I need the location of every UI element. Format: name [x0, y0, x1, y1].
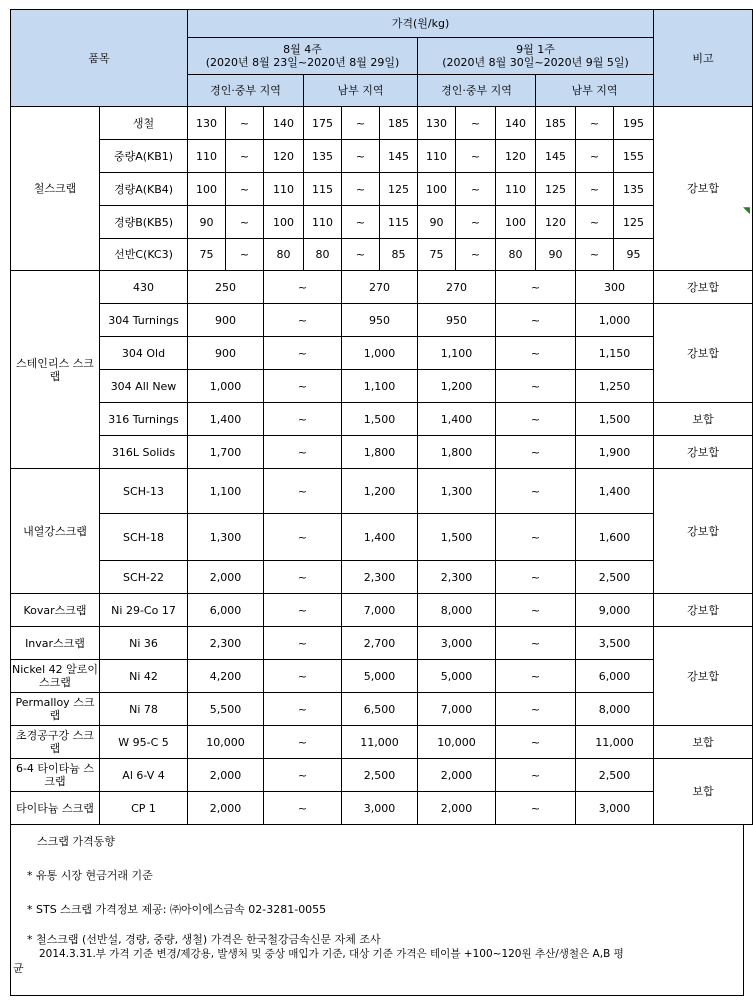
tilde: ~: [456, 107, 496, 140]
price-high: 145: [380, 140, 418, 173]
price-low: 2,000: [188, 561, 264, 594]
tilde: ~: [456, 206, 496, 239]
tilde: ~: [576, 173, 614, 206]
price-high: 1,600: [576, 514, 654, 561]
price-high: 100: [264, 206, 304, 239]
item-name: 생철: [100, 107, 188, 140]
week1-region-central: 경인·중부 지역: [188, 75, 304, 107]
price-low: 900: [188, 337, 264, 370]
tilde: ~: [496, 792, 576, 825]
tilde: ~: [226, 107, 264, 140]
tilde: ~: [264, 792, 342, 825]
price-low: 145: [536, 140, 576, 173]
price-low: 900: [188, 304, 264, 337]
price-low: 8,000: [418, 594, 496, 627]
tilde: ~: [496, 271, 576, 304]
price-high: 1,900: [576, 436, 654, 469]
table-row: [11, 660, 753, 693]
price-high: 110: [496, 173, 536, 206]
price-high: 1,000: [342, 337, 418, 370]
price-low: 2,300: [188, 627, 264, 660]
group-nickel42: Nickel 42 알로이스크랩: [11, 660, 100, 693]
week2-region-south: 남부 지역: [536, 75, 654, 107]
price-high: 2,300: [342, 561, 418, 594]
price-high: 95: [614, 239, 654, 271]
price-low: 120: [536, 206, 576, 239]
group-heat: 내열강스크랩: [11, 469, 100, 594]
price-high: 7,000: [342, 594, 418, 627]
price-low: 135: [304, 140, 342, 173]
remark-430: 강보합: [654, 271, 753, 304]
price-high: 1,250: [576, 370, 654, 403]
price-low: 90: [536, 239, 576, 271]
tilde: ~: [226, 140, 264, 173]
tilde: ~: [496, 304, 576, 337]
item-name: Ni 78: [100, 693, 188, 726]
group-tool: 초경공구강 스크랩: [11, 726, 100, 759]
item-name: Ni 29-Co 17: [100, 594, 188, 627]
tilde: ~: [576, 107, 614, 140]
price-low: 6,000: [188, 594, 264, 627]
price-high: 1,400: [342, 514, 418, 561]
price-high: 3,000: [576, 792, 654, 825]
price-low: 2,000: [418, 792, 496, 825]
item-name: CP 1: [100, 792, 188, 825]
remark-316l: 강보합: [654, 436, 753, 469]
table-row: [11, 304, 753, 337]
tilde: ~: [576, 140, 614, 173]
price-low: 5,000: [418, 660, 496, 693]
tilde: ~: [456, 173, 496, 206]
price-low: 125: [536, 173, 576, 206]
item-name: 경량A(KB4): [100, 173, 188, 206]
week1-region-south: 남부 지역: [304, 75, 418, 107]
price-low: 3,000: [418, 627, 496, 660]
price-low: 1,100: [188, 469, 264, 514]
tilde: ~: [264, 514, 342, 561]
price-low: 2,000: [418, 759, 496, 792]
table-row: [11, 792, 753, 825]
price-low: 110: [418, 140, 456, 173]
tilde: ~: [342, 239, 380, 271]
tilde: ~: [264, 726, 342, 759]
table-row: [11, 693, 753, 726]
table-row: [11, 759, 753, 792]
item-name: 304 All New: [100, 370, 188, 403]
price-high: 80: [264, 239, 304, 271]
price-low: 1,400: [418, 403, 496, 436]
tilde: ~: [342, 206, 380, 239]
tilde: ~: [264, 403, 342, 436]
price-low: 1,300: [188, 514, 264, 561]
price-low: 90: [188, 206, 226, 239]
table-row: [11, 239, 753, 271]
group-permalloy: Permalloy 스크랩: [11, 693, 100, 726]
price-high: 140: [496, 107, 536, 140]
remark-316-turnings: 보합: [654, 403, 753, 436]
price-low: 115: [304, 173, 342, 206]
tilde: ~: [264, 660, 342, 693]
item-name: SCH-13: [100, 469, 188, 514]
remark-304: 강보합: [654, 304, 753, 403]
tilde: ~: [264, 469, 342, 514]
price-low: 270: [418, 271, 496, 304]
table-row: [11, 514, 753, 561]
item-name: Ni 36: [100, 627, 188, 660]
price-high: 115: [380, 206, 418, 239]
price-low: 250: [188, 271, 264, 304]
table-row: [11, 403, 753, 436]
table-row: [11, 627, 753, 660]
price-high: 1,150: [576, 337, 654, 370]
tilde: ~: [496, 514, 576, 561]
table-row: [11, 206, 753, 239]
price-low: 1,400: [188, 403, 264, 436]
price-low: 4,200: [188, 660, 264, 693]
item-name: 304 Turnings: [100, 304, 188, 337]
note-line: 균: [13, 962, 24, 975]
item-name: Ni 42: [100, 660, 188, 693]
price-high: 11,000: [342, 726, 418, 759]
price-low: 10,000: [188, 726, 264, 759]
price-table-container: [10, 9, 744, 996]
item-name: 430: [100, 271, 188, 304]
price-high: 140: [264, 107, 304, 140]
header-week2: [418, 38, 654, 75]
tilde: ~: [342, 107, 380, 140]
price-low: 2,000: [188, 792, 264, 825]
price-low: 1,800: [418, 436, 496, 469]
price-low: 175: [304, 107, 342, 140]
tilde: ~: [264, 594, 342, 627]
table-row: [11, 107, 753, 140]
price-high: 1,800: [342, 436, 418, 469]
item-name: SCH-22: [100, 561, 188, 594]
price-high: 2,500: [576, 759, 654, 792]
tilde: ~: [496, 693, 576, 726]
note-line: * STS 스크랩 가격정보 제공: ㈜아이에스금속 02-3281-0055: [27, 903, 327, 916]
tilde: ~: [496, 469, 576, 514]
week2-range: (2020년 8월 30일~2020년 9월 5일): [442, 56, 629, 69]
price-high: 6,500: [342, 693, 418, 726]
remark-ti: 보합: [654, 759, 753, 825]
item-name: 304 Old: [100, 337, 188, 370]
price-high: 300: [576, 271, 654, 304]
tilde: ~: [226, 239, 264, 271]
price-high: 110: [264, 173, 304, 206]
tilde: ~: [226, 206, 264, 239]
tilde: ~: [496, 627, 576, 660]
price-low: 75: [418, 239, 456, 271]
price-high: 195: [614, 107, 654, 140]
price-high: 80: [496, 239, 536, 271]
header-remark: 비고: [654, 10, 753, 107]
week1-range: (2020년 8월 23일~2020년 8월 29일): [205, 56, 400, 69]
price-low: 75: [188, 239, 226, 271]
price-high: 1,400: [576, 469, 654, 514]
table-row: [11, 271, 753, 304]
price-high: 9,000: [576, 594, 654, 627]
price-high: 6,000: [576, 660, 654, 693]
price-high: 11,000: [576, 726, 654, 759]
tilde: ~: [226, 173, 264, 206]
price-high: 8,000: [576, 693, 654, 726]
table-row: [11, 726, 753, 759]
remark-iron: 강보합: [654, 107, 753, 271]
tilde: ~: [496, 759, 576, 792]
table-row: [11, 469, 753, 514]
table-row: [11, 594, 753, 627]
table-row: [11, 173, 753, 206]
price-high: 120: [264, 140, 304, 173]
scrap-price-table: [10, 9, 753, 825]
price-high: 1,000: [576, 304, 654, 337]
group-iron: 철스크랩: [11, 107, 100, 271]
group-kovar: Kovar스크랩: [11, 594, 100, 627]
tilde: ~: [496, 561, 576, 594]
price-high: 3,500: [576, 627, 654, 660]
price-high: 155: [614, 140, 654, 173]
price-high: 185: [380, 107, 418, 140]
table-row: [11, 370, 753, 403]
tilde: ~: [456, 239, 496, 271]
price-high: 1,500: [576, 403, 654, 436]
remark-tool: 보합: [654, 726, 753, 759]
item-name: 316L Solids: [100, 436, 188, 469]
price-low: 185: [536, 107, 576, 140]
price-low: 100: [418, 173, 456, 206]
price-high: 100: [496, 206, 536, 239]
week2-region-central: 경인·중부 지역: [418, 75, 536, 107]
tilde: ~: [342, 140, 380, 173]
price-high: 120: [496, 140, 536, 173]
tilde: ~: [496, 436, 576, 469]
tilde: ~: [264, 304, 342, 337]
price-low: 2,300: [418, 561, 496, 594]
group-stainless: 스테인리스 스크랩: [11, 271, 100, 469]
note-line: * 철스크랩 (선반설, 경량, 중량, 생철) 가격은 한국철강금속신문 자체 조사: [27, 933, 381, 946]
price-high: 2,500: [342, 759, 418, 792]
price-high: 5,000: [342, 660, 418, 693]
price-low: 2,000: [188, 759, 264, 792]
week1-title: 8월 4주: [283, 43, 322, 56]
remark-invar: 강보합: [654, 627, 753, 726]
tilde: ~: [576, 206, 614, 239]
price-low: 130: [418, 107, 456, 140]
tilde: ~: [264, 337, 342, 370]
price-low: 950: [418, 304, 496, 337]
price-high: 950: [342, 304, 418, 337]
price-low: 80: [304, 239, 342, 271]
tilde: ~: [576, 239, 614, 271]
tilde: ~: [496, 403, 576, 436]
price-low: 1,200: [418, 370, 496, 403]
price-low: 1,000: [188, 370, 264, 403]
tilde: ~: [264, 271, 342, 304]
price-high: 3,000: [342, 792, 418, 825]
table-row: [11, 561, 753, 594]
tilde: ~: [496, 726, 576, 759]
item-name: W 95-C 5: [100, 726, 188, 759]
group-invar: Invar스크랩: [11, 627, 100, 660]
notes-box: [10, 825, 744, 996]
tilde: ~: [264, 436, 342, 469]
tilde: ~: [264, 693, 342, 726]
price-low: 5,500: [188, 693, 264, 726]
header-item: 품목: [11, 10, 188, 107]
tilde: ~: [264, 759, 342, 792]
price-high: 2,500: [576, 561, 654, 594]
price-low: 10,000: [418, 726, 496, 759]
price-low: 1,700: [188, 436, 264, 469]
header-price: 가격(원/kg): [188, 10, 654, 38]
price-high: 1,100: [342, 370, 418, 403]
notes-title: 스크랩 가격동향: [37, 835, 115, 848]
table-row: [11, 140, 753, 173]
tilde: ~: [496, 660, 576, 693]
price-low: 110: [188, 140, 226, 173]
remark-kovar: 강보합: [654, 594, 753, 627]
item-name: 경량B(KB5): [100, 206, 188, 239]
header-week1: [188, 38, 418, 75]
tilde: ~: [342, 173, 380, 206]
price-low: 130: [188, 107, 226, 140]
tilde: ~: [496, 370, 576, 403]
price-low: 1,500: [418, 514, 496, 561]
price-high: 135: [614, 173, 654, 206]
price-low: 90: [418, 206, 456, 239]
note-line: 2014.3.31.부 가격 기준 변경/제강용, 발생처 및 중상 매입가 기준, 대상 기준 가격은 테이블 +100~120원 추산/생철은 A,B 평: [39, 948, 624, 960]
item-name: 중량A(KB1): [100, 140, 188, 173]
tilde: ~: [264, 370, 342, 403]
group-ti: 타이타늄 스크랩: [11, 792, 100, 825]
price-high: 85: [380, 239, 418, 271]
tilde: ~: [456, 140, 496, 173]
tilde: ~: [496, 337, 576, 370]
price-low: 100: [188, 173, 226, 206]
week2-title: 9월 1주: [516, 43, 555, 56]
price-high: 2,700: [342, 627, 418, 660]
item-name: SCH-18: [100, 514, 188, 561]
price-high: 270: [342, 271, 418, 304]
item-name: 316 Turnings: [100, 403, 188, 436]
group-ti64: 6-4 타이타늄 스크랩: [11, 759, 100, 792]
price-low: 110: [304, 206, 342, 239]
remark-heat: 강보합: [654, 469, 753, 594]
price-high: 125: [614, 206, 654, 239]
tilde: ~: [496, 594, 576, 627]
table-row: [11, 337, 753, 370]
price-high: 1,200: [342, 469, 418, 514]
note-line: * 유통 시장 현금거래 기준: [27, 869, 153, 882]
price-low: 1,300: [418, 469, 496, 514]
price-low: 1,100: [418, 337, 496, 370]
price-high: 1,500: [342, 403, 418, 436]
price-high: 125: [380, 173, 418, 206]
price-low: 7,000: [418, 693, 496, 726]
item-name: 선반C(KC3): [100, 239, 188, 271]
tilde: ~: [264, 561, 342, 594]
cell-marker-icon: ◥: [743, 206, 750, 216]
item-name: Al 6-V 4: [100, 759, 188, 792]
tilde: ~: [264, 627, 342, 660]
table-row: [11, 436, 753, 469]
